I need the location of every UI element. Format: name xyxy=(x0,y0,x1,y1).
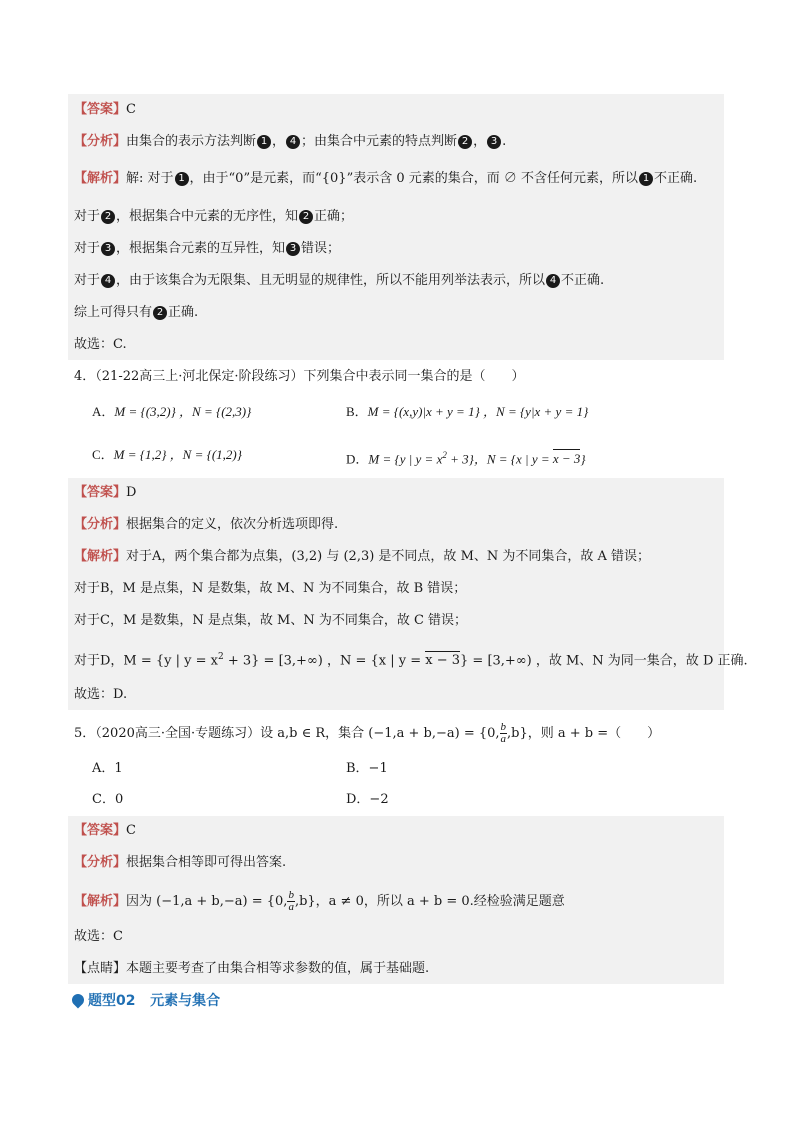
question-4-stem: 4．（21-22高三上·河北保定·阶段练习）下列集合中表示同一集合的是（ ） xyxy=(74,369,525,384)
solution-line: 综上可得只有 2 正确. xyxy=(74,305,199,320)
fraction: $\frac{b}{a}$ xyxy=(288,889,294,913)
solution-line: 【解析】解: 对于 1 ，由于“0”是元素，而“{0}”表示含 0 元素的集合，而 ∅ 不含任何元素，所以 1 不正确. xyxy=(74,171,698,186)
choose-line: 故选：D. xyxy=(74,687,128,702)
solution-line: 对于C，M 是数集，N 是点集，故 M、N 为不同集合，故 C 错误； xyxy=(74,613,468,628)
q4-option-b: B．M = {(x,y)|x + y = 1} ，N = {y|x + y = 1} xyxy=(346,404,589,419)
solution-line: 对于 4 ，由于该集合为无限集、且无明显的规律性，所以不能用列举法表示，所以 4 不正确. xyxy=(74,273,605,288)
comment-line: 【点睛】本题主要考查了由集合相等求参数的值，属于基础题. xyxy=(74,961,430,976)
location-pin-icon xyxy=(70,992,87,1009)
q4-option-d: D．M = {y | $y = x^2 + 3$}，N = {x | y = x − 3} xyxy=(346,450,586,467)
q5-option-a: A．1 xyxy=(92,761,123,776)
solution-line: 对于B，M 是点集，N 是数集，故 M、N 为不同集合，故 B 错误； xyxy=(74,581,467,596)
solution-line: 对于 3 ，根据集合元素的互异性，知 3 错误； xyxy=(74,241,341,256)
section-heading: 题型02 元素与集合 xyxy=(72,990,220,1010)
q5-option-c: C．0 xyxy=(92,792,124,807)
q4-option-c: C．M = {1,2} ，N = {(1,2)} xyxy=(92,447,242,462)
q5-option-d: D．−2 xyxy=(346,792,389,807)
solution-line: 对于D，M = {y | $y = x^2 + 3\} = [3,+\infty)$ ，N = {x | y = x − 3} = [3,+∞) ，故 M、N 为同一集合，故 D 正确. xyxy=(74,652,748,669)
analysis-line: 【分析】由集合的表示方法判断 1 ， 4 ；由集合中元素的特点判断 2 ， 3 . xyxy=(74,134,507,149)
solution-line: 【解析】因为 (−1,a + b,−a) = {0, $\frac{b}{a}$ ,b}，a ≠ 0，所以 a + b = 0.经检验满足题意 xyxy=(74,889,565,913)
answer-line: 【答案】D xyxy=(74,485,137,500)
fraction: $\frac{b}{a}$ xyxy=(500,721,507,745)
answer-line: 【答案】C xyxy=(74,823,136,838)
solution-line: 对于 2 ，根据集合中元素的无序性，知 2 正确； xyxy=(74,209,354,224)
solution-line: 【解析】对于A，两个集合都为点集，(3,2) 与 (2,3) 是不同点，故 M、N 为不同集合，故 A 错误； xyxy=(74,549,651,564)
question-5-stem: 5．（2020高三·全国·专题练习）设 a,b ∈ R，集合 (−1,a + b,−a) = {0, $\frac{b}{a}$ ,b}，则 a + b =（ ） xyxy=(74,721,661,745)
q4-option-a: A．M = {(3,2)} ，N = {(2,3)} xyxy=(92,404,252,419)
answer-line: 【答案】C xyxy=(74,102,136,117)
choose-line: 故选：C. xyxy=(74,337,127,352)
q5-option-b: B．−1 xyxy=(346,761,388,776)
analysis-line: 【分析】根据集合的定义，依次分析选项即得. xyxy=(74,517,339,532)
analysis-line: 【分析】根据集合相等即可得出答案. xyxy=(74,855,287,870)
choose-line: 故选：C xyxy=(74,929,123,944)
